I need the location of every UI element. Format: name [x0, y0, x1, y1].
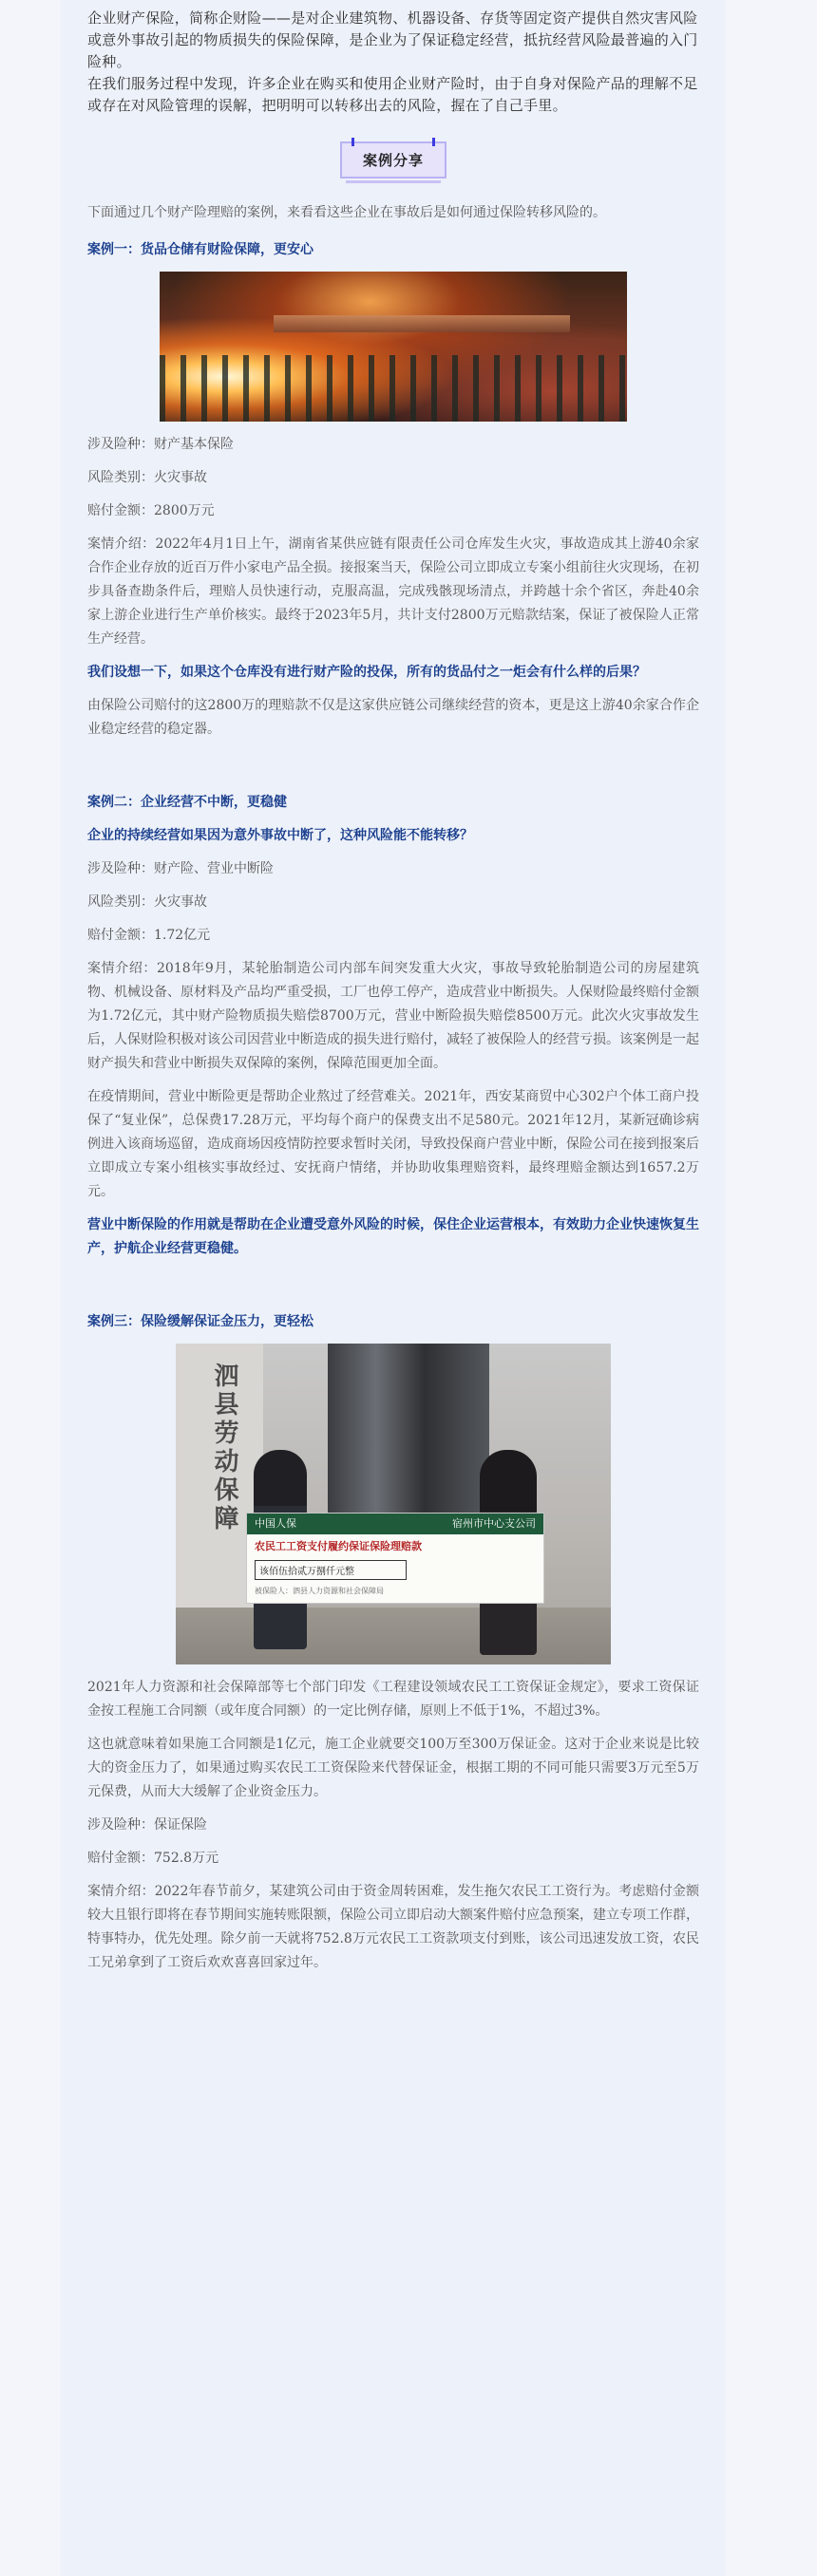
case2-insurance: 涉及险种：财产险、营业中断险	[87, 861, 274, 876]
case3-amount: 赔付金额：752.8万元	[87, 1851, 219, 1866]
intro-section	[87, 8, 699, 117]
case1-intro: 案情介绍：2022年4月1日上午，湖南省某供应链有限责任公司仓库发生火灾，事故造成其上游40余家合作企业存放的近百万件小家电产品全损。接报案当天，保险公司立即成立专案小组前往火灾现场，在初步具备查勘条件后，理赔人员快速行动，克服高温，完成残骸现场清点，并跨越十余个省区，奔赴40余家上游企业进行生产单价核实。最终于2023年5月，共计支付2800万元赔款结案，保证了被保险人正常生产经营。	[87, 536, 699, 647]
case2-question: 企业的持续经营如果因为意外事故中断了，这种风险能不能转移？	[87, 828, 473, 843]
warehouse-fire-photo	[160, 272, 627, 422]
case2-intro: 案情介绍：2018年9月，某轮胎制造公司内部车间突发重大火灾，事故导致轮胎制造公司的房屋建筑物、机械设备、原材料及产品均严重受损，工厂也停工停产，造成营业中断损失。人保财险最终赔付金额为1.72亿元，其中财产险物质损失赔偿8700万元，营业中断险损失赔偿8500万元。此次火灾事故发生后，人保财险积极对该公司因营业中断造成的损失进行赔付，减轻了被保险人的经营亏损。该案例是一起财产损失和营业中断损失双保障的案例，保障范围更加全面。	[87, 961, 699, 1071]
cheque-header	[247, 1514, 543, 1534]
cheque-header-right: 宿州市中心支公司	[452, 1517, 536, 1530]
case3-title: 案例三：保险缓解保证金压力，更轻松	[87, 1314, 314, 1329]
case1-risk: 风险类别：火灾事故	[87, 470, 207, 485]
section-tag-label: 案例分享	[362, 152, 424, 169]
case1-question: 我们设想一下，如果这个仓库没有进行财产险的投保，所有的货品付之一炬会有什么样的后果？	[87, 665, 646, 680]
cheque-header-left: 中国人保	[255, 1517, 296, 1530]
claim-handover-photo	[176, 1344, 611, 1664]
section-tag	[340, 141, 446, 179]
case2-risk: 风险类别：火灾事故	[87, 894, 207, 910]
case2-summary: 营业中断保险的作用就是帮助在企业遭受意外风险的时候，保住企业运营根本，有效助力企业快速恢复生产，护航企业经营更稳健。	[87, 1217, 699, 1256]
case2-title: 案例二：企业经营不中断，更稳健	[87, 795, 287, 810]
intro-paragraph: 在我们服务过程中发现，许多企业在购买和使用企业财产险时，由于自身对保险产品的理解不足或存在对风险管理的误解，把明明可以转移出去的风险，握在了自己手里。	[87, 75, 698, 114]
tag-underline	[346, 180, 441, 183]
warehouse-roof	[274, 315, 570, 332]
case2-pandemic: 在疫情期间，营业中断险更是帮助企业熬过了经营难关。2021年，西安某商贸中心302户个体工商户投保了“复业保”，总保费17.28万元，平均每个商户的保费支出不足580元。2021年12月，某新冠确诊病例进入该商场巡留，造成商场因疫情防控要求暂时关闭，导致投保商户营业中断，保险公司在接到报案后立即成立专案小组核实事故经过、安抚商户情绪，并协助收集理赔资料，最终理赔金额达到1657.2万元。	[87, 1089, 699, 1199]
case3-meaning: 这也就意味着如果施工合同额是1亿元，施工企业就要交100万至300万保证金。这对于企业来说是比较大的资金压力了，如果通过购买农民工工资保险来代替保证金，根据工期的不同可能只需要3万元至5万元保费，从而大大缓解了企业资金压力。	[87, 1737, 699, 1799]
case3-intro: 案情介绍：2022年春节前夕，某建筑公司由于资金周转困难，发生拖欠农民工工资行为。考虑赔付金额较大且银行即将在春节期间实施转账限额，保险公司立即启动大额案件赔付应急预案，建立专项工作群，特事特办，优先处理。除夕前一天就将752.8万元农民工工资款项支付到账，该公司迅速发放工资，农民工兄弟拿到了工资后欢欢喜喜回家过年。	[87, 1884, 699, 1970]
tag-tick-left	[352, 138, 354, 146]
tree-silhouettes	[160, 355, 627, 422]
tag-tick-right	[432, 138, 435, 146]
cheque-title: 农民工工资支付履约保证保险理赔款	[255, 1540, 422, 1552]
lead-paragraph: 下面通过几个财产险理赔的案例，来看看这些企业在事故后是如何通过保险转移风险的。	[87, 205, 606, 220]
case1-insurance: 涉及险种：财产基本保险	[87, 437, 234, 452]
spacer	[87, 1270, 699, 1297]
cheque-amount: 该佰伍拾贰万捌仟元整	[255, 1560, 407, 1580]
oversized-cheque	[246, 1513, 544, 1604]
section-tag-wrap	[87, 141, 699, 179]
article	[61, 0, 726, 2576]
article-body	[87, 201, 699, 1975]
floor	[176, 1608, 611, 1664]
intro-paragraph: 企业财产保险，简称企财险——是对企业建筑物、机器设备、存货等固定资产提供自然灾害风险或意外事故引起的物质损失的保险保障，是企业为了保证稳定经营，抵抗经营风险最普遍的入门险种。	[87, 9, 698, 70]
case1-conclusion: 由保险公司赔付的这2800万的理赔款不仅是这家供应链公司继续经营的资本，更是这上游40余家合作企业稳定经营的稳定器。	[87, 698, 699, 737]
case3-policy: 2021年人力资源和社会保障部等七个部门印发《工程建设领域农民工工资保证金规定》，要求工资保证金按工程施工合同额（或年度合同额）的一定比例存储，原则上不低于1%，不超过3%。	[87, 1680, 699, 1719]
cheque-footer: 被保险人：泗县人力资源和社会保障局	[255, 1587, 384, 1595]
case1-title: 案例一：货品仓储有财险保障，更安心	[87, 242, 314, 257]
building-sign: 泗县劳动保障	[210, 1363, 238, 1533]
case3-insurance: 涉及险种：保证保险	[87, 1817, 207, 1833]
case1-amount: 赔付金额：2800万元	[87, 503, 215, 518]
spacer	[87, 751, 699, 778]
case2-amount: 赔付金额：1.72亿元	[87, 928, 211, 943]
